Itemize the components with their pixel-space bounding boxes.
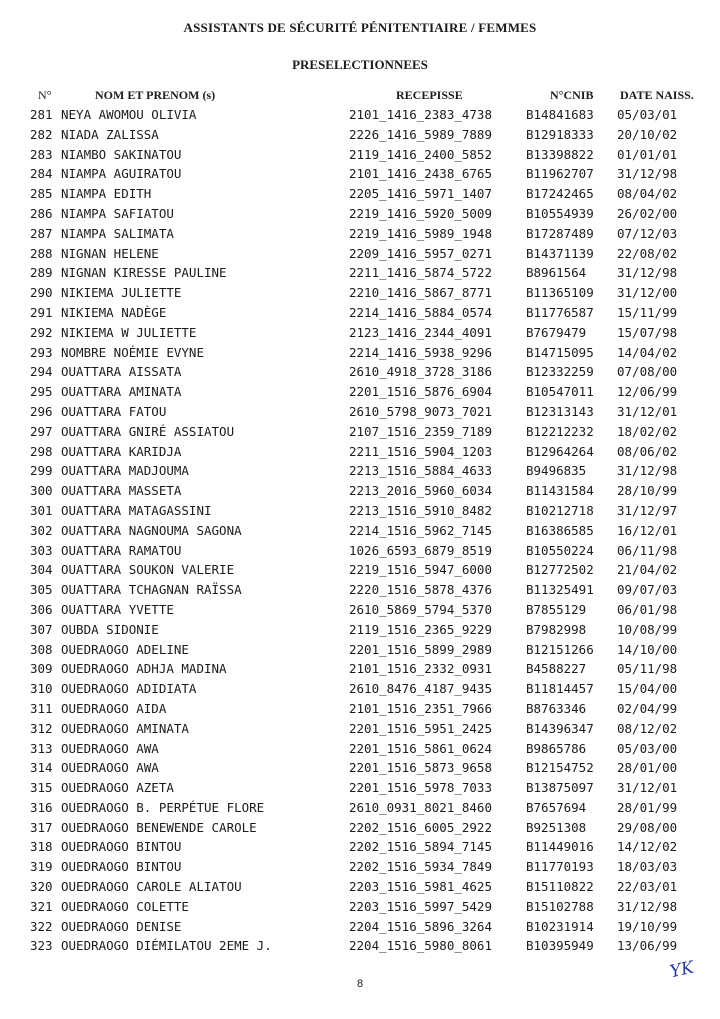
row-name: NIAMPA AGUIRATOU — [61, 166, 182, 182]
row-cnib: B4588227 — [526, 661, 587, 677]
row-name: OUEDRAOGO DENISE — [61, 918, 182, 934]
row-birth-date: 31/12/98 — [617, 166, 678, 182]
row-recepisse: 2213_2016_5960_6034 — [349, 483, 492, 499]
row-name: NIGNAN HELENE — [61, 245, 159, 261]
row-birth-date: 15/04/00 — [617, 681, 678, 697]
row-birth-date: 08/12/02 — [617, 720, 678, 736]
row-birth-date: 14/10/00 — [617, 641, 678, 657]
row-name: NOMBRE NOÉMIE EVYNE — [61, 344, 204, 360]
handwritten-initials: YK — [668, 957, 696, 983]
row-name: OUATTARA SOUKON VALERIE — [61, 562, 235, 578]
table-row — [0, 759, 720, 779]
row-recepisse: 2220_1516_5878_4376 — [349, 582, 492, 598]
row-cnib: B11325491 — [526, 582, 594, 598]
row-birth-date: 09/07/03 — [617, 582, 678, 598]
row-cnib: B10550224 — [526, 542, 594, 558]
row-cnib: B7855129 — [526, 601, 587, 617]
row-number: 285 — [30, 186, 53, 202]
column-header-date: DATE NAISS. — [620, 88, 694, 102]
row-birth-date: 07/12/03 — [617, 225, 678, 241]
row-cnib: B15102788 — [526, 898, 594, 914]
row-birth-date: 14/12/02 — [617, 839, 678, 855]
row-cnib: B10547011 — [526, 384, 594, 400]
row-birth-date: 14/04/02 — [617, 344, 678, 360]
candidate-list — [0, 106, 720, 957]
page-number: 8 — [356, 978, 364, 990]
row-cnib: B12918333 — [526, 126, 594, 142]
row-name: NEYA AWOMOU OLIVIA — [61, 107, 197, 122]
row-cnib: B17242465 — [526, 186, 594, 202]
table-row — [0, 858, 720, 878]
row-cnib: B12313143 — [526, 403, 594, 419]
row-number: 283 — [30, 146, 53, 162]
row-number: 292 — [30, 324, 53, 340]
row-cnib: B10231914 — [526, 918, 594, 934]
row-birth-date: 31/12/01 — [617, 780, 678, 796]
row-cnib: B9251308 — [526, 819, 587, 835]
row-name: OUEDRAOGO DIÉMILATOU 2EME J. — [61, 938, 272, 954]
row-cnib: B8763346 — [526, 700, 587, 716]
row-birth-date: 13/06/99 — [617, 938, 678, 954]
row-recepisse: 2204_1516_5896_3264 — [349, 918, 492, 934]
table-row — [0, 799, 720, 819]
row-birth-date: 15/07/98 — [617, 324, 678, 340]
row-number: 318 — [30, 839, 53, 855]
table-row — [0, 898, 720, 918]
table-row — [0, 106, 720, 126]
row-cnib: B12772502 — [526, 562, 594, 578]
row-name: OUEDRAOGO COLETTE — [61, 898, 189, 914]
table-row — [0, 937, 720, 957]
row-name: OUATTARA NAGNOUMA SAGONA — [61, 522, 242, 538]
column-header-num: N° — [38, 88, 52, 102]
row-name: OUATTARA FATOU — [61, 403, 167, 419]
row-recepisse: 2203_1516_5997_5429 — [349, 898, 492, 914]
row-cnib: B14715095 — [526, 344, 594, 360]
row-recepisse: 2610_4918_3728_3186 — [349, 364, 492, 380]
table-row — [0, 165, 720, 185]
row-birth-date: 22/08/02 — [617, 245, 678, 261]
row-name: OUEDRAOGO AWA — [61, 740, 159, 756]
row-birth-date: 31/12/01 — [617, 403, 678, 419]
table-row — [0, 205, 720, 225]
row-cnib: B10554939 — [526, 205, 594, 221]
row-cnib: B12154752 — [526, 760, 594, 776]
row-number: 313 — [30, 740, 53, 756]
row-number: 294 — [30, 364, 53, 380]
row-cnib: B7982998 — [526, 621, 587, 637]
row-name: NIKIEMA W JULIETTE — [61, 324, 197, 340]
row-cnib: B11962707 — [526, 166, 594, 182]
row-number: 305 — [30, 582, 53, 598]
row-name: OUEDRAOGO ADIDIATA — [61, 681, 197, 697]
row-recepisse: 2201_1516_5876_6904 — [349, 384, 492, 400]
row-number: 301 — [30, 502, 53, 518]
row-cnib: B11449016 — [526, 839, 594, 855]
table-row — [0, 878, 720, 898]
row-cnib: B12212232 — [526, 423, 594, 439]
row-cnib: B8961564 — [526, 265, 587, 281]
row-number: 303 — [30, 542, 53, 558]
table-row — [0, 740, 720, 760]
row-number: 317 — [30, 819, 53, 835]
row-number: 315 — [30, 780, 53, 796]
row-recepisse: 2610_8476_4187_9435 — [349, 681, 492, 697]
table-row — [0, 225, 720, 245]
row-number: 300 — [30, 483, 53, 499]
table-row — [0, 581, 720, 601]
row-birth-date: 29/08/00 — [617, 819, 678, 835]
row-number: 284 — [30, 166, 53, 182]
row-number: 322 — [30, 918, 53, 934]
row-recepisse: 2201_1516_5899_2989 — [349, 641, 492, 657]
column-header-cnib: N°CNIB — [550, 88, 594, 102]
row-number: 304 — [30, 562, 53, 578]
row-recepisse: 2219_1416_5989_1948 — [349, 225, 492, 241]
row-cnib: B9496835 — [526, 463, 587, 479]
row-recepisse: 2101_1516_2332_0931 — [349, 661, 492, 677]
row-number: 286 — [30, 205, 53, 221]
row-recepisse: 2101_1516_2351_7966 — [349, 700, 492, 716]
row-birth-date: 12/06/99 — [617, 384, 678, 400]
row-name: OUEDRAOGO ADELINE — [61, 641, 189, 657]
row-cnib: B16386585 — [526, 522, 594, 538]
row-birth-date: 31/12/98 — [617, 265, 678, 281]
row-name: OUEDRAOGO BINTOU — [61, 839, 182, 855]
row-name: OUATTARA YVETTE — [61, 601, 174, 617]
table-row — [0, 126, 720, 146]
row-cnib: B7657694 — [526, 799, 587, 815]
table-row — [0, 779, 720, 799]
table-row — [0, 918, 720, 938]
row-recepisse: 2211_1416_5874_5722 — [349, 265, 492, 281]
row-recepisse: 2213_1516_5910_8482 — [349, 502, 492, 518]
table-row — [0, 443, 720, 463]
row-cnib: B12964264 — [526, 443, 594, 459]
row-birth-date: 16/12/01 — [617, 522, 678, 538]
row-recepisse: 2211_1516_5904_1203 — [349, 443, 492, 459]
table-row — [0, 146, 720, 166]
row-name: OUEDRAOGO AIDA — [61, 700, 167, 716]
table-row — [0, 383, 720, 403]
row-birth-date: 05/11/98 — [617, 661, 678, 677]
row-recepisse: 1026_6593_6879_8519 — [349, 542, 492, 558]
row-birth-date: 06/11/98 — [617, 542, 678, 558]
table-row — [0, 641, 720, 661]
document-subtitle: PRESELECTIONNEES — [292, 57, 428, 72]
row-cnib: B11365109 — [526, 285, 594, 301]
table-row — [0, 284, 720, 304]
row-recepisse: 2202_1516_5894_7145 — [349, 839, 492, 855]
row-recepisse: 2202_1516_6005_2922 — [349, 819, 492, 835]
row-cnib: B13398822 — [526, 146, 594, 162]
table-row — [0, 462, 720, 482]
row-recepisse: 2213_1516_5884_4633 — [349, 463, 492, 479]
row-number: 316 — [30, 799, 53, 815]
row-number: 307 — [30, 621, 53, 637]
row-name: OUEDRAOGO AMINATA — [61, 720, 189, 736]
table-row — [0, 680, 720, 700]
row-birth-date: 08/04/02 — [617, 186, 678, 202]
row-recepisse: 2101_1416_2438_6765 — [349, 166, 492, 182]
row-number: 293 — [30, 344, 53, 360]
table-row — [0, 482, 720, 502]
row-recepisse: 2119_1516_2365_9229 — [349, 621, 492, 637]
row-name: OUEDRAOGO CAROLE ALIATOU — [61, 879, 242, 895]
row-name: OUBDA SIDONIE — [61, 621, 159, 637]
row-birth-date: 28/10/99 — [617, 483, 678, 499]
row-recepisse: 2610_0931_8021_8460 — [349, 799, 492, 815]
row-birth-date: 08/06/02 — [617, 443, 678, 459]
row-name: OUEDRAOGO BINTOU — [61, 859, 182, 875]
document-title: ASSISTANTS DE SÉCURITÉ PÉNITENTIAIRE / FEMMES — [183, 20, 537, 35]
row-recepisse: 2204_1516_5980_8061 — [349, 938, 492, 954]
column-header-name: NOM ET PRENOM (s) — [95, 88, 216, 102]
row-recepisse: 2219_1516_5947_6000 — [349, 562, 492, 578]
row-name: OUEDRAOGO ADHJA MADINA — [61, 661, 227, 677]
row-birth-date: 02/04/99 — [617, 700, 678, 716]
row-birth-date: 28/01/99 — [617, 799, 678, 815]
table-row — [0, 720, 720, 740]
row-birth-date: 31/12/97 — [617, 502, 678, 518]
row-number: 319 — [30, 859, 53, 875]
table-row — [0, 542, 720, 562]
row-recepisse: 2219_1416_5920_5009 — [349, 205, 492, 221]
table-row — [0, 245, 720, 265]
row-recepisse: 2201_1516_5951_2425 — [349, 720, 492, 736]
row-number: 309 — [30, 661, 53, 677]
row-recepisse: 2214_1516_5962_7145 — [349, 522, 492, 538]
table-row — [0, 660, 720, 680]
row-name: OUEDRAOGO B. PERPÉTUE FLORE — [61, 799, 265, 815]
row-name: OUATTARA RAMATOU — [61, 542, 182, 558]
table-row — [0, 344, 720, 364]
row-recepisse: 2119_1416_2400_5852 — [349, 146, 492, 162]
row-number: 299 — [30, 463, 53, 479]
column-header-recepisse: RECEPISSE — [396, 88, 463, 102]
row-name: OUATTARA AISSATA — [61, 364, 182, 380]
row-cnib: B14396347 — [526, 720, 594, 736]
row-recepisse: 2201_1516_5978_7033 — [349, 780, 492, 796]
row-number: 314 — [30, 760, 53, 776]
row-cnib: B14841683 — [526, 107, 594, 122]
row-recepisse: 2226_1416_5989_7889 — [349, 126, 492, 142]
row-birth-date: 06/01/98 — [617, 601, 678, 617]
row-recepisse: 2210_1416_5867_8771 — [349, 285, 492, 301]
row-recepisse: 2201_1516_5861_0624 — [349, 740, 492, 756]
row-birth-date: 20/10/02 — [617, 126, 678, 142]
row-birth-date: 15/11/99 — [617, 304, 678, 320]
row-number: 287 — [30, 225, 53, 241]
row-cnib: B11770193 — [526, 859, 594, 875]
table-row — [0, 561, 720, 581]
row-name: OUEDRAOGO BENEWENDE CAROLE — [61, 819, 257, 835]
row-name: OUATTARA MADJOUMA — [61, 463, 189, 479]
table-row — [0, 264, 720, 284]
row-recepisse: 2610_5869_5794_5370 — [349, 601, 492, 617]
row-number: 312 — [30, 720, 53, 736]
row-number: 311 — [30, 700, 53, 716]
table-row — [0, 185, 720, 205]
row-number: 296 — [30, 403, 53, 419]
table-row — [0, 522, 720, 542]
row-recepisse: 2610_5798_9073_7021 — [349, 403, 492, 419]
row-cnib: B12332259 — [526, 364, 594, 380]
row-cnib: B17287489 — [526, 225, 594, 241]
row-birth-date: 31/12/00 — [617, 285, 678, 301]
row-cnib: B13875097 — [526, 780, 594, 796]
row-number: 320 — [30, 879, 53, 895]
row-number: 306 — [30, 601, 53, 617]
row-birth-date: 05/03/00 — [617, 740, 678, 756]
row-name: NIAMPA SALIMATA — [61, 225, 174, 241]
row-number: 323 — [30, 938, 53, 954]
table-row — [0, 304, 720, 324]
row-cnib: B15110822 — [526, 879, 594, 895]
row-name: OUEDRAOGO AZETA — [61, 780, 174, 796]
table-row — [0, 363, 720, 383]
row-number: 288 — [30, 245, 53, 261]
row-birth-date: 18/02/02 — [617, 423, 678, 439]
table-row — [0, 324, 720, 344]
row-cnib: B11776587 — [526, 304, 594, 320]
table-row — [0, 403, 720, 423]
row-birth-date: 28/01/00 — [617, 760, 678, 776]
row-name: NIAMPA EDITH — [61, 186, 152, 202]
table-row — [0, 621, 720, 641]
row-name: OUATTARA MATAGASSINI — [61, 502, 212, 518]
row-cnib: B14371139 — [526, 245, 594, 261]
row-number: 290 — [30, 285, 53, 301]
table-row — [0, 838, 720, 858]
row-number: 321 — [30, 898, 53, 914]
row-number: 289 — [30, 265, 53, 281]
row-number: 302 — [30, 522, 53, 538]
row-recepisse: 2203_1516_5981_4625 — [349, 879, 492, 895]
table-row — [0, 819, 720, 839]
row-name: OUATTARA TCHAGNAN RAÏSSA — [61, 582, 242, 598]
row-cnib: B10212718 — [526, 502, 594, 518]
row-recepisse: 2209_1416_5957_0271 — [349, 245, 492, 261]
row-birth-date: 10/08/99 — [617, 621, 678, 637]
row-name: NIAMPA SAFIATOU — [61, 205, 174, 221]
row-name: NIKIEMA NADÈGE — [61, 304, 167, 320]
row-birth-date: 31/12/98 — [617, 898, 678, 914]
table-row — [0, 601, 720, 621]
table-row — [0, 700, 720, 720]
row-name: NIGNAN KIRESSE PAULINE — [61, 265, 227, 281]
row-number: 291 — [30, 304, 53, 320]
row-number: 282 — [30, 126, 53, 142]
row-birth-date: 01/01/01 — [617, 146, 678, 162]
row-cnib: B9865786 — [526, 740, 587, 756]
row-birth-date: 31/12/98 — [617, 463, 678, 479]
row-birth-date: 21/04/02 — [617, 562, 678, 578]
row-cnib: B12151266 — [526, 641, 594, 657]
row-birth-date: 18/03/03 — [617, 859, 678, 875]
row-number: 298 — [30, 443, 53, 459]
row-number: 281 — [30, 107, 53, 122]
row-birth-date: 19/10/99 — [617, 918, 678, 934]
row-number: 295 — [30, 384, 53, 400]
row-cnib: B7679479 — [526, 324, 587, 340]
row-recepisse: 2101_1416_2383_4738 — [349, 107, 492, 122]
row-recepisse: 2214_1416_5884_0574 — [349, 304, 492, 320]
row-name: OUEDRAOGO AWA — [61, 760, 159, 776]
row-cnib: B11814457 — [526, 681, 594, 697]
row-name: NIKIEMA JULIETTE — [61, 285, 182, 301]
row-birth-date: 07/08/00 — [617, 364, 678, 380]
row-name: NIAMBO SAKINATOU — [61, 146, 182, 162]
row-name: OUATTARA KARIDJA — [61, 443, 182, 459]
row-birth-date: 22/03/01 — [617, 879, 678, 895]
row-recepisse: 2201_1516_5873_9658 — [349, 760, 492, 776]
row-recepisse: 2214_1416_5938_9296 — [349, 344, 492, 360]
row-number: 310 — [30, 681, 53, 697]
row-birth-date: 05/03/01 — [617, 107, 678, 122]
row-name: OUATTARA AMINATA — [61, 384, 182, 400]
row-cnib: B10395949 — [526, 938, 594, 954]
row-name: OUATTARA MASSETA — [61, 483, 182, 499]
row-recepisse: 2202_1516_5934_7849 — [349, 859, 492, 875]
row-recepisse: 2123_1416_2344_4091 — [349, 324, 492, 340]
row-name: OUATTARA GNIRÉ ASSIATOU — [61, 423, 235, 439]
row-number: 308 — [30, 641, 53, 657]
row-recepisse: 2205_1416_5971_1407 — [349, 186, 492, 202]
row-recepisse: 2107_1516_2359_7189 — [349, 423, 492, 439]
row-name: NIADA ZALISSA — [61, 126, 159, 142]
table-row — [0, 423, 720, 443]
row-birth-date: 26/02/00 — [617, 205, 678, 221]
table-row — [0, 502, 720, 522]
row-number: 297 — [30, 423, 53, 439]
row-cnib: B11431584 — [526, 483, 594, 499]
